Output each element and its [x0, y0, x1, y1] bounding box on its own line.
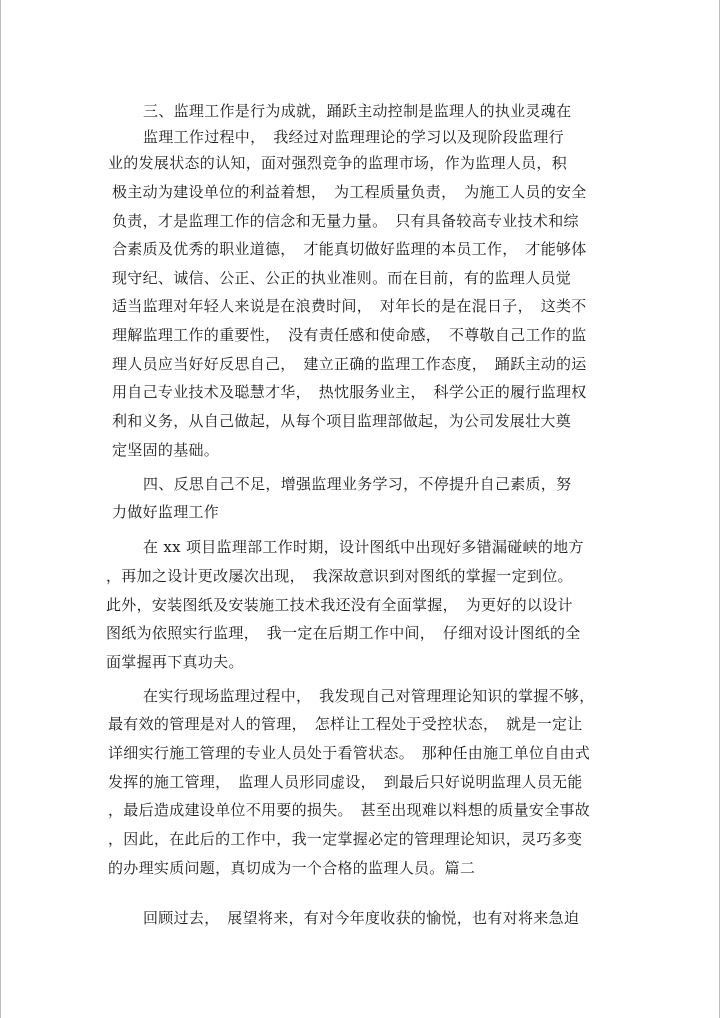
- text-line: 发挥的施工管理， 监理人员形同虚设， 到最后只好说明监理人员无能: [108, 773, 583, 791]
- text-line: 的办理实质问题，真切成为一个合格的监理人员。篇二: [108, 859, 476, 877]
- text-line: 面掌握再下真功夫。: [106, 653, 244, 671]
- text-line: 合素质及优秀的职业道德， 才能真切做好监理的本员工作， 才能够体: [112, 240, 587, 258]
- text-line: ，因此，在此后的工作中，我一定掌握必定的管理理论知识，灵巧多变: [108, 830, 583, 848]
- text-line: 业的发展状态的认知，面对强烈竞争的监理市场，作为监理人员，积: [108, 154, 568, 172]
- section4-heading-cont: 力做好监理工作: [112, 503, 220, 521]
- text-line: 用自己专业技术及聪慧才华， 热忱服务业主， 科学公正的履行监理权: [112, 383, 587, 401]
- text-line: 利和义务，从自己做起，从每个项目监理部做起，为公司发展壮大奠: [112, 412, 572, 430]
- text-line: ，再加之设计更改屡次出现， 我深故意识到对图纸的掌握一定到位。: [106, 567, 573, 585]
- text-line: 最有效的管理是对人的管理， 怎样让工程处于受控状态， 就是一定让: [108, 715, 583, 733]
- text-line: 在实行现场监理过程中， 我发现自己对管理理论知识的掌握不够，: [143, 687, 595, 705]
- text-line: 理解监理工作的重要性， 没有责任感和使命感， 不尊敬自己工作的监: [112, 326, 587, 344]
- section3-heading: 三、监理工作是行为成就，踊跃主动控制是监理人的执业灵魂在: [143, 102, 572, 120]
- text-line: ，最后造成建设单位不用要的损失。 甚至出现难以料想的质量安全事故: [108, 801, 591, 819]
- text-line: 负责，才是监理工作的信念和无量力量。 只有具备较高专业技术和综: [112, 212, 579, 230]
- text-line: 详细实行施工管理的专业人员处于看管状态。 那种任由施工单位自由式: [108, 744, 591, 762]
- text-line: 适当监理对年轻人来说是在浪费时间， 对年长的是在混日子， 这类不: [112, 297, 587, 315]
- text-line: 监理工作过程中， 我经过对监理理论的学习以及现阶段监理行: [143, 128, 564, 146]
- text-line: 极主动为建设单位的利益着想， 为工程质量负责， 为施工人员的安全: [112, 183, 587, 201]
- text-line: 图纸为依照实行监理， 我一定在后期工作中间， 仔细对设计图纸的全: [106, 624, 581, 642]
- text-line: 回顾过去， 展望将来，有对今年度收获的愉悦，也有对将来急迫: [143, 909, 580, 927]
- text-line: 理人员应当好好反思自己， 建立正确的监理工作态度， 踊跃主动的运: [112, 355, 587, 373]
- text-line: 在 xx 项目监理部工作时期，设计图纸中出现好多错漏碰峡的地方: [143, 538, 584, 556]
- text-line: 定坚固的基础。: [112, 441, 220, 459]
- page-edge-left: [0, 0, 1, 1018]
- text-line: 此外，安装图纸及安装施工技术我还没有全面掌握， 为更好的以设计: [106, 596, 573, 614]
- text-line: 现守纪、诚信、公正、公正的执业准则。而在目前，有的监理人员觉: [112, 269, 572, 287]
- section4-heading: 四、反思自己不足，增强监理业务学习，不停提升自己素质，努: [143, 475, 572, 493]
